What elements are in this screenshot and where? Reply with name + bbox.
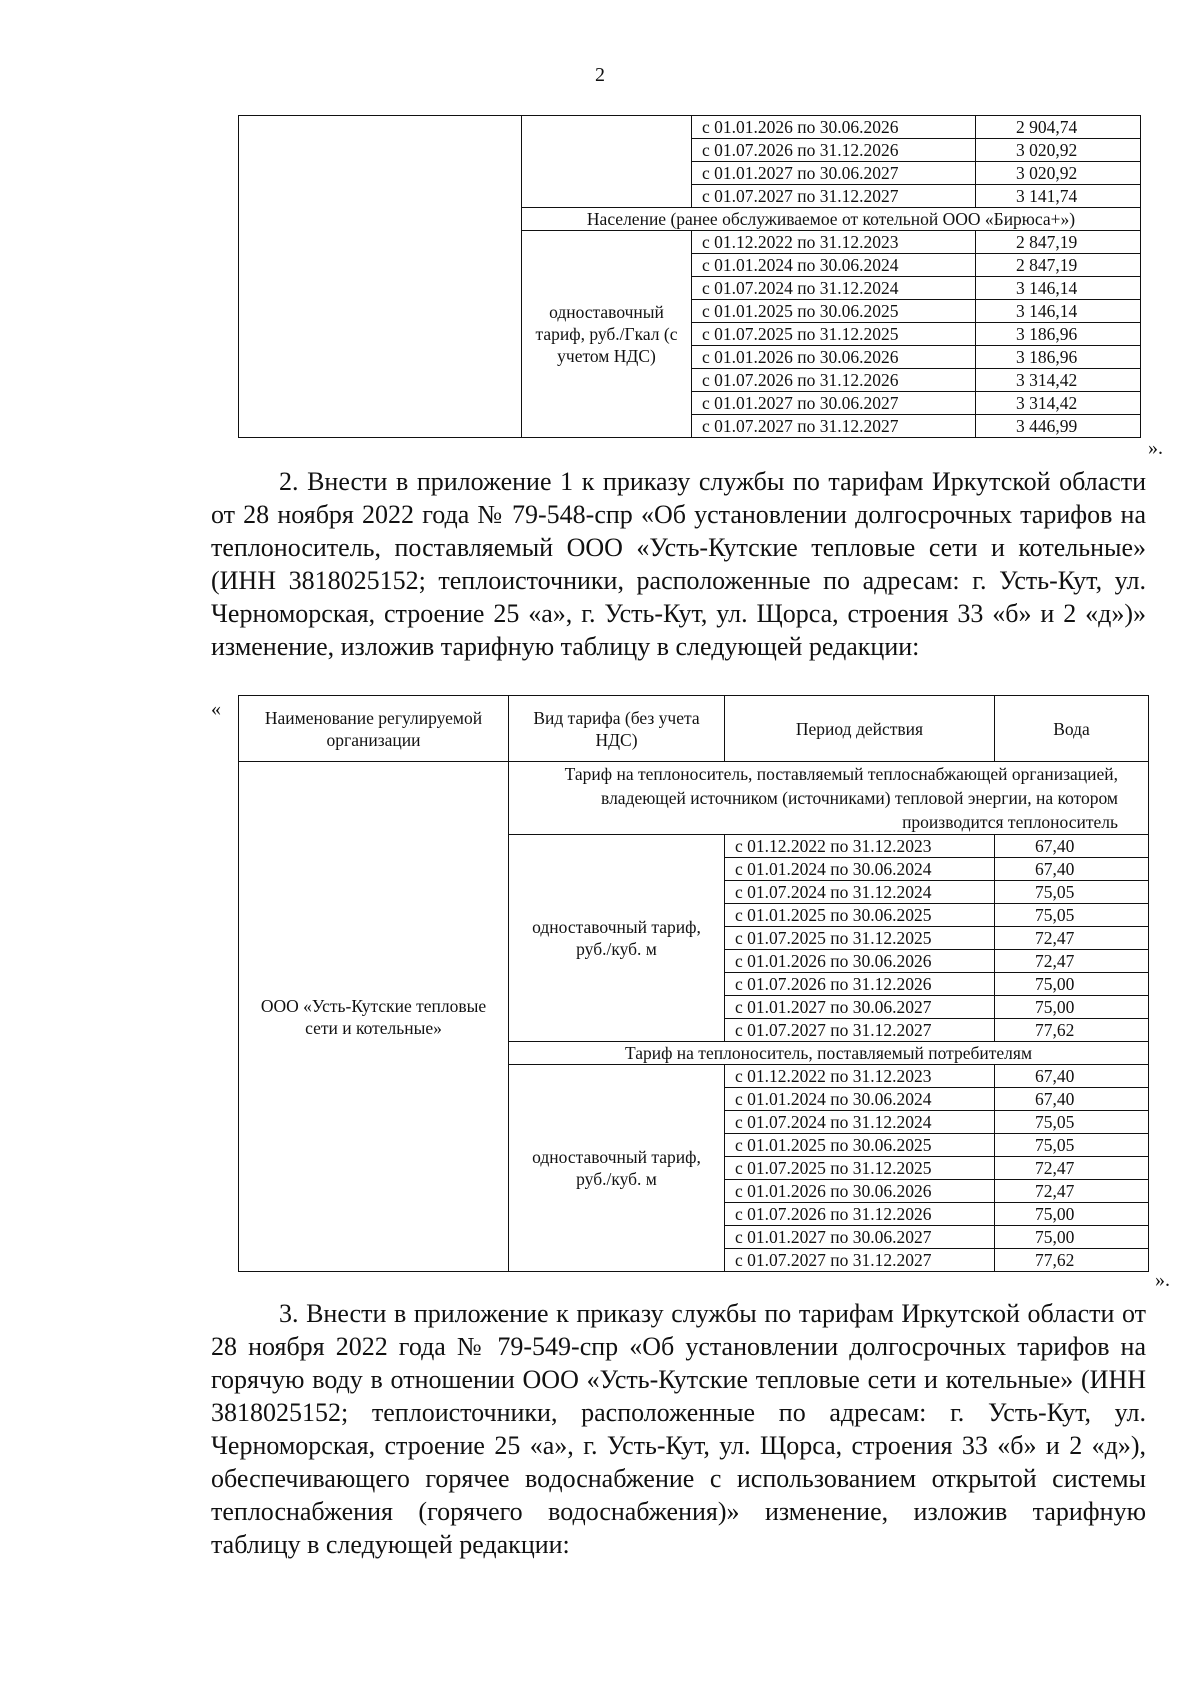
value-cell: 72,47	[995, 1157, 1149, 1180]
value-cell: 75,00	[995, 1226, 1149, 1249]
value-cell: 72,47	[995, 1180, 1149, 1203]
value-cell: 75,00	[995, 996, 1149, 1019]
org-name-cell: ООО «Усть-Кутские тепловые сети и котельные»	[239, 762, 509, 1272]
period-cell: с 01.01.2027 по 30.06.2027	[692, 392, 976, 415]
section1-title: Тариф на теплоноситель, поставляемый теплоснабжающей организацией, владеющей источником (источниками) тепловой энергии, на котором производится теплоноситель	[509, 762, 1149, 835]
value-cell: 3 020,92	[976, 162, 1141, 185]
value-cell: 67,40	[995, 858, 1149, 881]
paragraph-3-text: 3. Внести в приложение к приказу службы по тарифам Иркутской области от 28 ноября 2022 года № 79-549-спр «Об установлении долгосрочных тарифов на горячую воду в отношении ООО «Усть-Кутские тепловые сети и котельные» (ИНН 3818025152; теплоисточники, расположенные по адресам: г. Усть-Кут, ул. Черноморская, строение 25 «а», г. Усть-Кут, ул. Щорса, строения 33 «б» и 2 «д»), обеспечивающего горячее водоснабжение с использованием открытой системы теплоснабжения (горячего водоснабжения)» изменение, изложив тарифную таблицу в следующей редакции:	[211, 1299, 1146, 1559]
tariff-type-cell: одноставочный тариф, руб./Гкал (с учетом НДС)	[522, 231, 692, 438]
table-row	[239, 116, 1141, 139]
org-cell-empty	[239, 116, 522, 438]
period-cell: с 01.01.2025 по 30.06.2025	[725, 904, 995, 927]
period-cell: с 01.01.2024 по 30.06.2024	[725, 1088, 995, 1111]
period-cell: с 01.07.2024 по 31.12.2024	[725, 1111, 995, 1134]
period-cell: с 01.07.2027 по 31.12.2027	[725, 1249, 995, 1272]
period-cell: с 01.07.2026 по 31.12.2026	[725, 973, 995, 996]
table-row	[239, 762, 1149, 835]
section2-title: Тариф на теплоноситель, поставляемый потребителям	[509, 1042, 1149, 1065]
header-water: Вода	[995, 696, 1149, 762]
value-cell: 2 904,74	[976, 116, 1141, 139]
value-cell: 3 020,92	[976, 139, 1141, 162]
period-cell: с 01.01.2027 по 30.06.2027	[692, 162, 976, 185]
period-cell: с 01.01.2024 по 30.06.2024	[692, 254, 976, 277]
paragraph-2-text: 2. Внести в приложение 1 к приказу службы по тарифам Иркутской области от 28 ноября 2022 года № 79-548-спр «Об установлении долгосрочных тарифов на теплоноситель, поставляемый ООО «Усть-Кутские тепловые сети и котельные» (ИНН 3818025152; теплоисточники, расположенные по адресам: г. Усть-Кут, ул. Черноморская, строение 25 «а», г. Усть-Кут, ул. Щорса, строения 33 «б» и 2 «д»)» изменение, изложив тарифную таблицу в следующей редакции:	[211, 467, 1146, 661]
opening-quote-2: «	[211, 698, 221, 720]
value-cell: 75,05	[995, 1134, 1149, 1157]
paragraph-3	[211, 1297, 1146, 1561]
value-cell: 75,05	[995, 881, 1149, 904]
closing-quote-1: ».	[1148, 437, 1163, 459]
value-cell: 72,47	[995, 927, 1149, 950]
type-cell-empty	[522, 116, 692, 208]
value-cell: 3 146,14	[976, 300, 1141, 323]
value-cell: 3 314,42	[976, 392, 1141, 415]
period-cell: с 01.12.2022 по 31.12.2023	[725, 1065, 995, 1088]
value-cell: 75,00	[995, 1203, 1149, 1226]
value-cell: 72,47	[995, 950, 1149, 973]
value-cell: 3 186,96	[976, 346, 1141, 369]
value-cell: 2 847,19	[976, 254, 1141, 277]
period-cell: с 01.12.2022 по 31.12.2023	[692, 231, 976, 254]
tariff-table-continuation	[238, 115, 1141, 438]
section1-type-cell: одноставочный тариф, руб./куб. м	[509, 835, 725, 1042]
value-cell: 67,40	[995, 1088, 1149, 1111]
period-cell: с 01.07.2025 по 31.12.2025	[692, 323, 976, 346]
period-cell: с 01.01.2027 по 30.06.2027	[725, 1226, 995, 1249]
period-cell: с 01.01.2025 по 30.06.2025	[725, 1134, 995, 1157]
period-cell: с 01.01.2026 по 30.06.2026	[692, 116, 976, 139]
period-cell: с 01.07.2025 по 31.12.2025	[725, 1157, 995, 1180]
value-cell: 3 446,99	[976, 415, 1141, 438]
period-cell: с 01.01.2025 по 30.06.2025	[692, 300, 976, 323]
value-cell: 75,05	[995, 1111, 1149, 1134]
value-cell: 3 141,74	[976, 185, 1141, 208]
value-cell: 75,00	[995, 973, 1149, 996]
period-cell: с 01.01.2026 по 30.06.2026	[725, 1180, 995, 1203]
period-cell: с 01.07.2027 по 31.12.2027	[725, 1019, 995, 1042]
value-cell: 2 847,19	[976, 231, 1141, 254]
period-cell: с 01.07.2027 по 31.12.2027	[692, 185, 976, 208]
value-cell: 75,05	[995, 904, 1149, 927]
period-cell: с 01.07.2026 по 31.12.2026	[692, 369, 976, 392]
table1-body	[239, 116, 1141, 438]
header-period: Период действия	[725, 696, 995, 762]
value-cell: 3 314,42	[976, 369, 1141, 392]
period-cell: с 01.07.2024 по 31.12.2024	[692, 277, 976, 300]
table2-body	[239, 696, 1149, 1272]
coolant-tariff-table	[238, 695, 1149, 1272]
period-cell: с 01.07.2026 по 31.12.2026	[725, 1203, 995, 1226]
population-header: Население (ранее обслуживаемое от котельной ООО «Бирюса+»)	[522, 208, 1141, 231]
period-cell: с 01.07.2027 по 31.12.2027	[692, 415, 976, 438]
table-header-row	[239, 696, 1149, 762]
value-cell: 3 146,14	[976, 277, 1141, 300]
paragraph-2	[211, 465, 1146, 663]
page-number: 2	[595, 64, 605, 86]
value-cell: 77,62	[995, 1019, 1149, 1042]
header-type: Вид тарифа (без учета НДС)	[509, 696, 725, 762]
period-cell: с 01.07.2026 по 31.12.2026	[692, 139, 976, 162]
period-cell: с 01.01.2026 по 30.06.2026	[725, 950, 995, 973]
period-cell: с 01.07.2024 по 31.12.2024	[725, 881, 995, 904]
period-cell: с 01.12.2022 по 31.12.2023	[725, 835, 995, 858]
value-cell: 3 186,96	[976, 323, 1141, 346]
header-org: Наименование регулируемой организации	[239, 696, 509, 762]
period-cell: с 01.01.2027 по 30.06.2027	[725, 996, 995, 1019]
value-cell: 67,40	[995, 1065, 1149, 1088]
section2-type-cell: одноставочный тариф, руб./куб. м	[509, 1065, 725, 1272]
value-cell: 67,40	[995, 835, 1149, 858]
period-cell: с 01.01.2024 по 30.06.2024	[725, 858, 995, 881]
value-cell: 77,62	[995, 1249, 1149, 1272]
period-cell: с 01.07.2025 по 31.12.2025	[725, 927, 995, 950]
period-cell: с 01.01.2026 по 30.06.2026	[692, 346, 976, 369]
closing-quote-2: ».	[1155, 1269, 1170, 1291]
